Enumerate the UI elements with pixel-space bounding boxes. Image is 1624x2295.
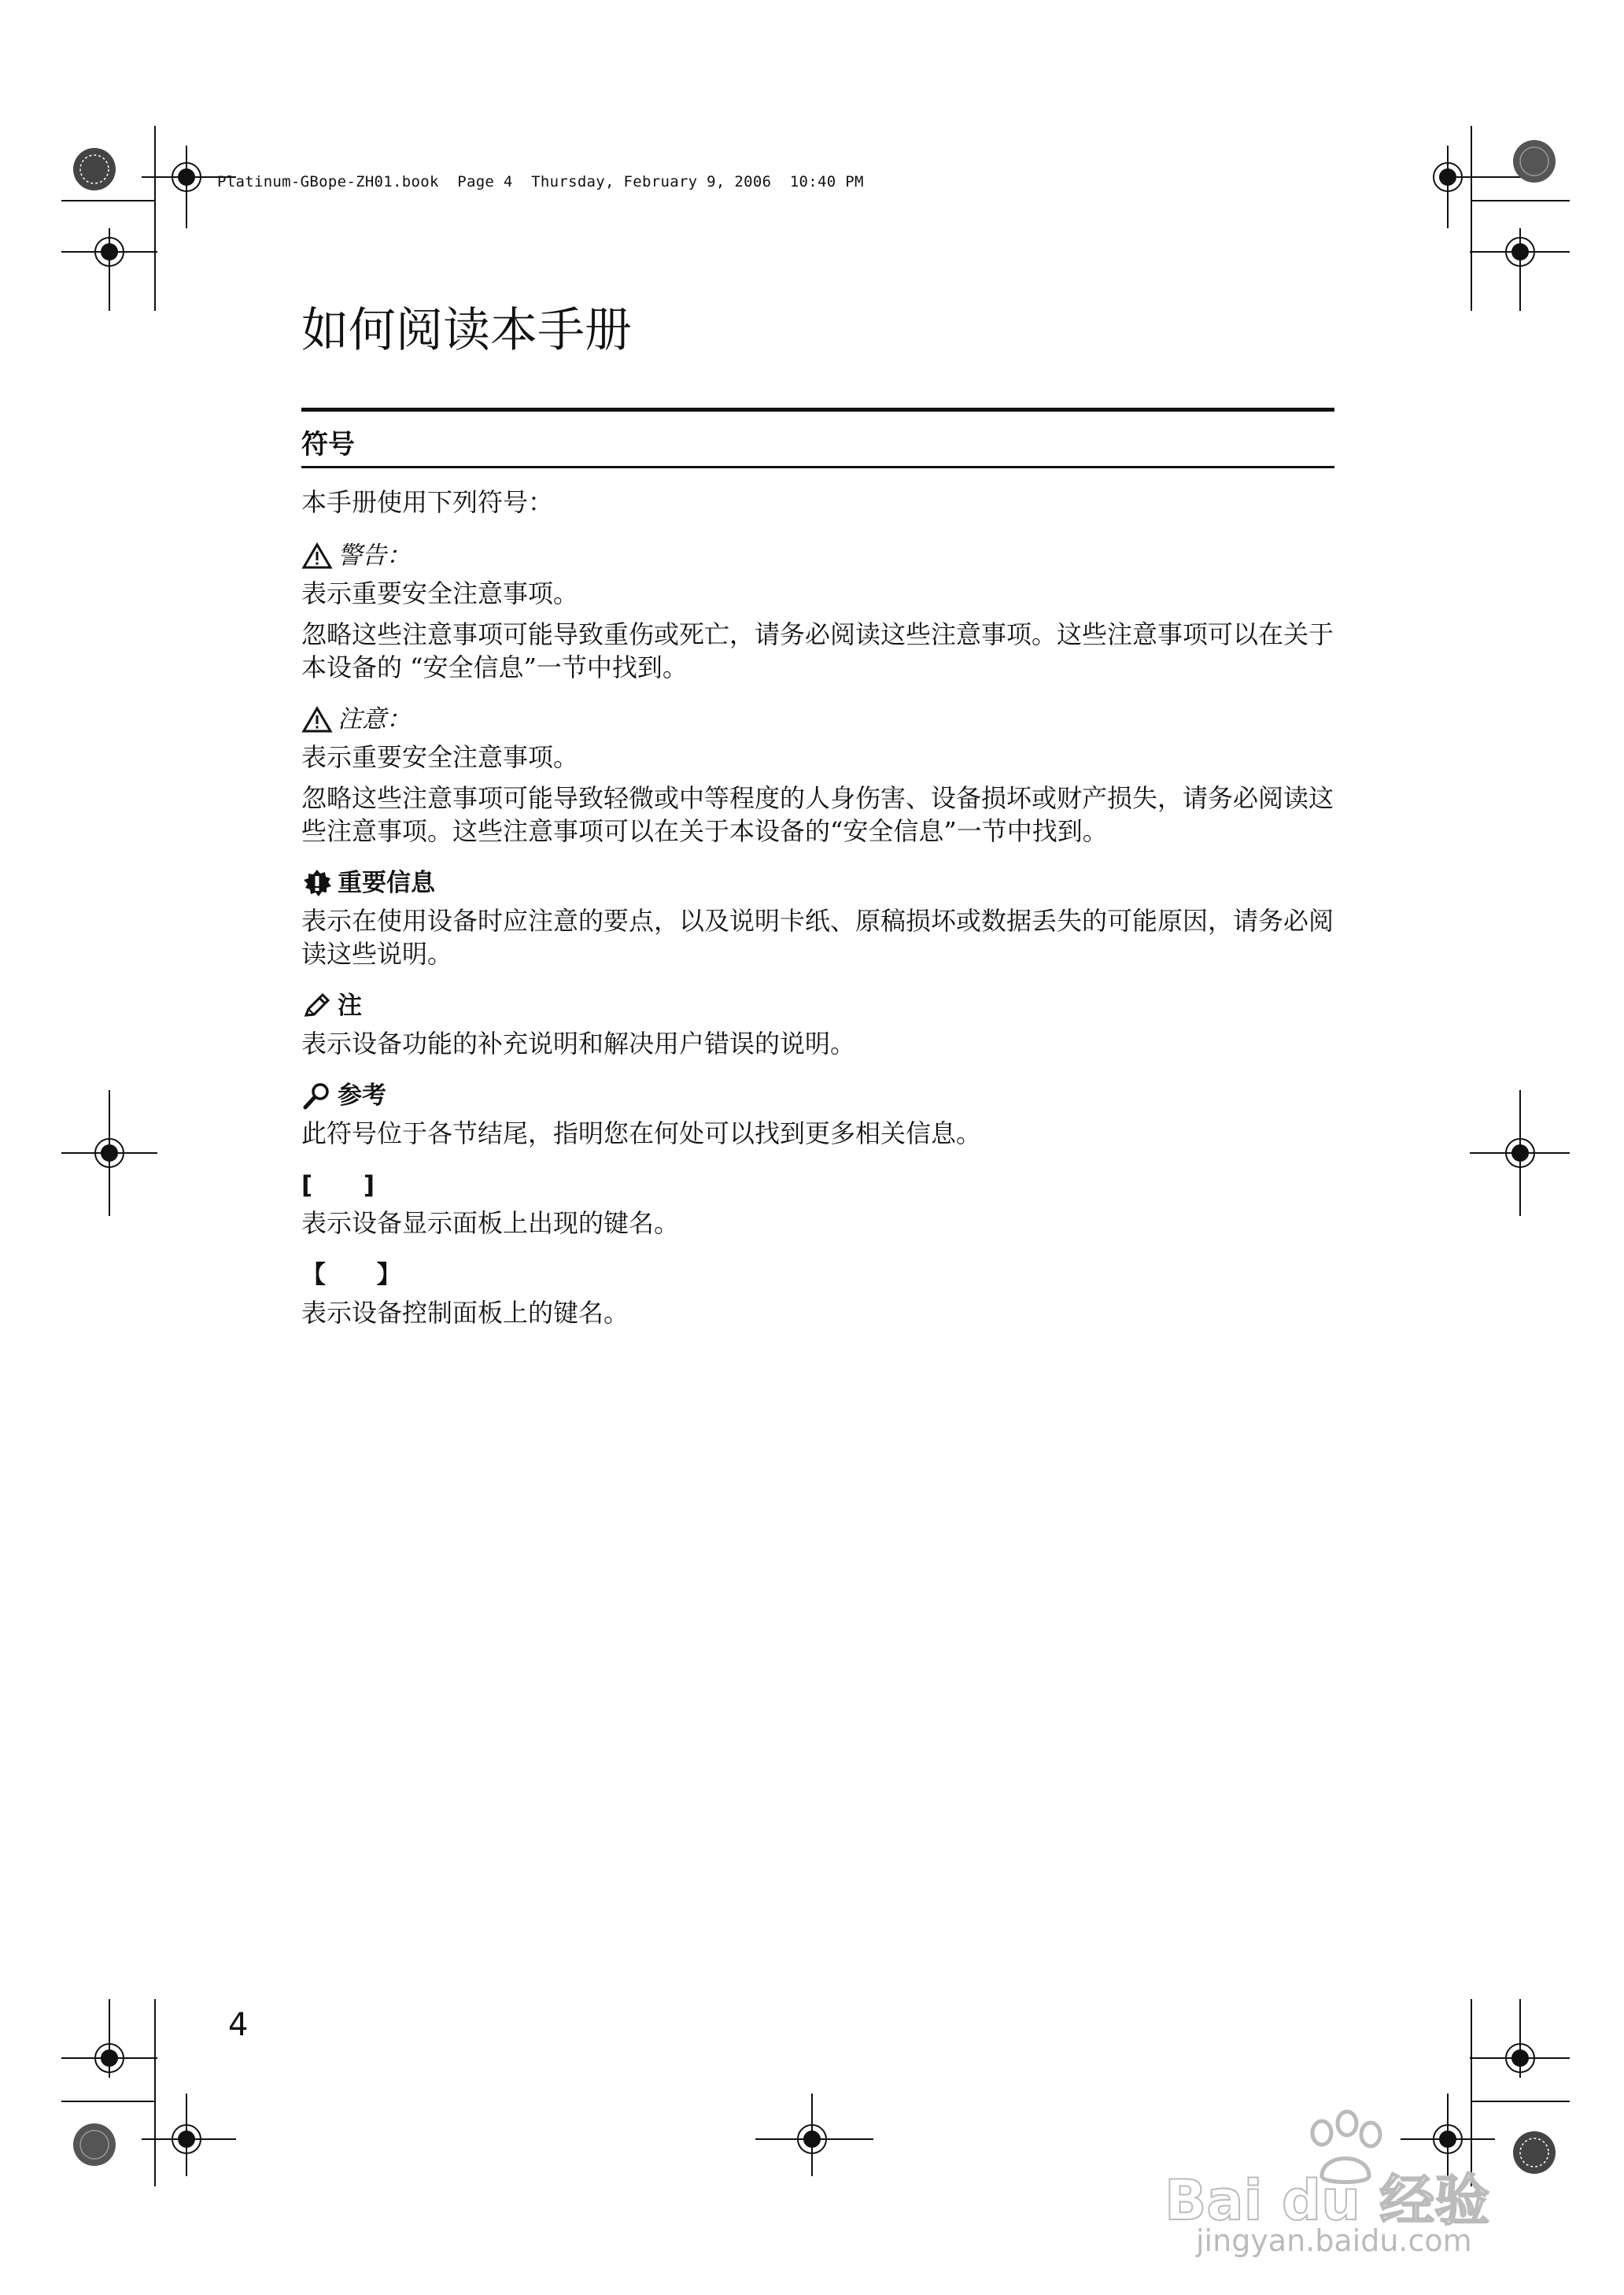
reference-label-text: 参考	[338, 1081, 386, 1110]
warning-para-1: 表示重要安全注意事项。	[301, 578, 579, 608]
control-key-label-text: 【 】	[301, 1261, 401, 1289]
important-para-1: 表示在使用设备时应注意的要点，以及说明卡纸、原稿损坏或数据丢失的可能原因，请务必阅读这些说明。	[301, 906, 1334, 969]
page-title: 如何阅读本手册	[301, 303, 632, 358]
display-key-para-1: 表示设备显示面板上出现的键名。	[301, 1208, 680, 1238]
section-heading: 符号	[301, 429, 355, 460]
caution-para-2: 忽略这些注意事项可能导致轻微或中等程度的人身伤害、设备损坏或财产损失，请务必阅读这些注意事项。这些注意事项可以在关于本设备的“安全信息”一节中找到。	[301, 783, 1334, 846]
watermark-brand: Bai du 经验	[1164, 2168, 1490, 2233]
caution-label-text: 注意：	[338, 705, 411, 734]
note-para-1: 表示设备功能的补充说明和解决用户错误的说明。	[301, 1029, 856, 1059]
warning-para-2: 忽略这些注意事项可能导致重伤或死亡，请务必阅读这些注意事项。这些注意事项可以在关于本设备的 “安全信息”一节中找到。	[301, 619, 1334, 682]
caution-para-1: 表示重要安全注意事项。	[301, 742, 579, 772]
watermark-url: jingyan.baidu.com	[1196, 2223, 1472, 2258]
print-header-info: Platinum-GBope-ZH01.book Page 4 Thursday, February 9, 2006 10:40 PM	[217, 173, 864, 190]
important-label-text: 重要信息	[338, 869, 435, 897]
page-number: 4	[228, 2007, 249, 2043]
display-key-label-text: [ ]	[301, 1171, 375, 1199]
baidu-watermark	[1157, 2109, 1597, 2267]
warning-label-text: 警告：	[338, 541, 411, 570]
reference-para-1: 此符号位于各节结尾，指明您在何处可以找到更多相关信息。	[301, 1118, 982, 1148]
intro-text: 本手册使用下列符号：	[301, 487, 554, 517]
control-key-para-1: 表示设备控制面板上的键名。	[301, 1298, 629, 1328]
note-label-text: 注	[338, 992, 362, 1020]
